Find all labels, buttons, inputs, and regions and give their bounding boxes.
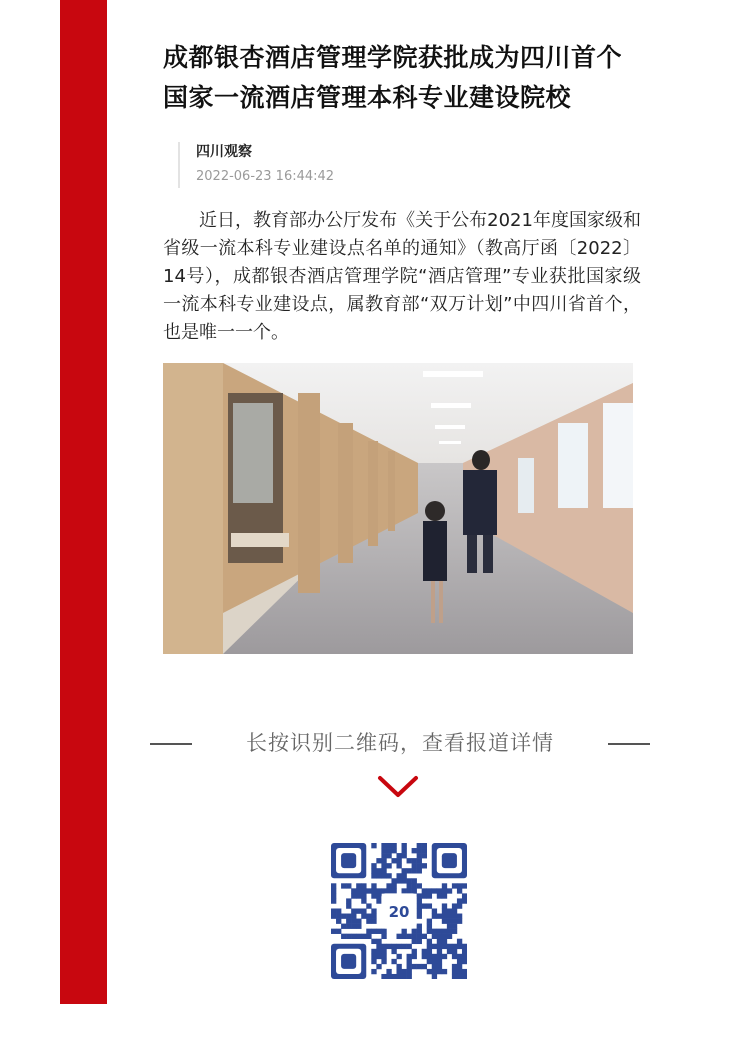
chevron-down-icon xyxy=(376,774,420,800)
publish-date: 2022-06-23 16:44:42 xyxy=(196,169,335,184)
byline xyxy=(178,142,334,188)
qr-finder-pattern xyxy=(432,843,467,878)
scan-qr-text: 长按识别二维码，查看报道详情 xyxy=(246,731,554,755)
qr-code[interactable] xyxy=(331,843,467,979)
qr-logo-text: 20 xyxy=(388,903,410,921)
qr-finder-pattern xyxy=(331,843,366,878)
scan-qr-prompt xyxy=(150,728,650,758)
article-photo xyxy=(163,363,633,654)
article-title: 成都银杏酒店管理学院获批成为四川首个国家一流酒店管理本科专业建设院校 xyxy=(163,43,623,112)
article-body: 近日，教育部办公厅发布《关于公布2021年度国家级和省级一流本科专业建设点名单的通知》（教高厅函〔2022〕14号），成都银杏酒店管理学院“酒店管理”专业获批国家级一流本科专业建设点，属教育部“双万计划”中四川省首个，也是唯一一个。 xyxy=(163,210,641,343)
source-name[interactable]: 四川观察 xyxy=(196,144,252,160)
divider-right xyxy=(608,743,650,745)
qr-finder-pattern xyxy=(331,944,366,979)
red-sidebar-stripe xyxy=(60,0,107,1004)
